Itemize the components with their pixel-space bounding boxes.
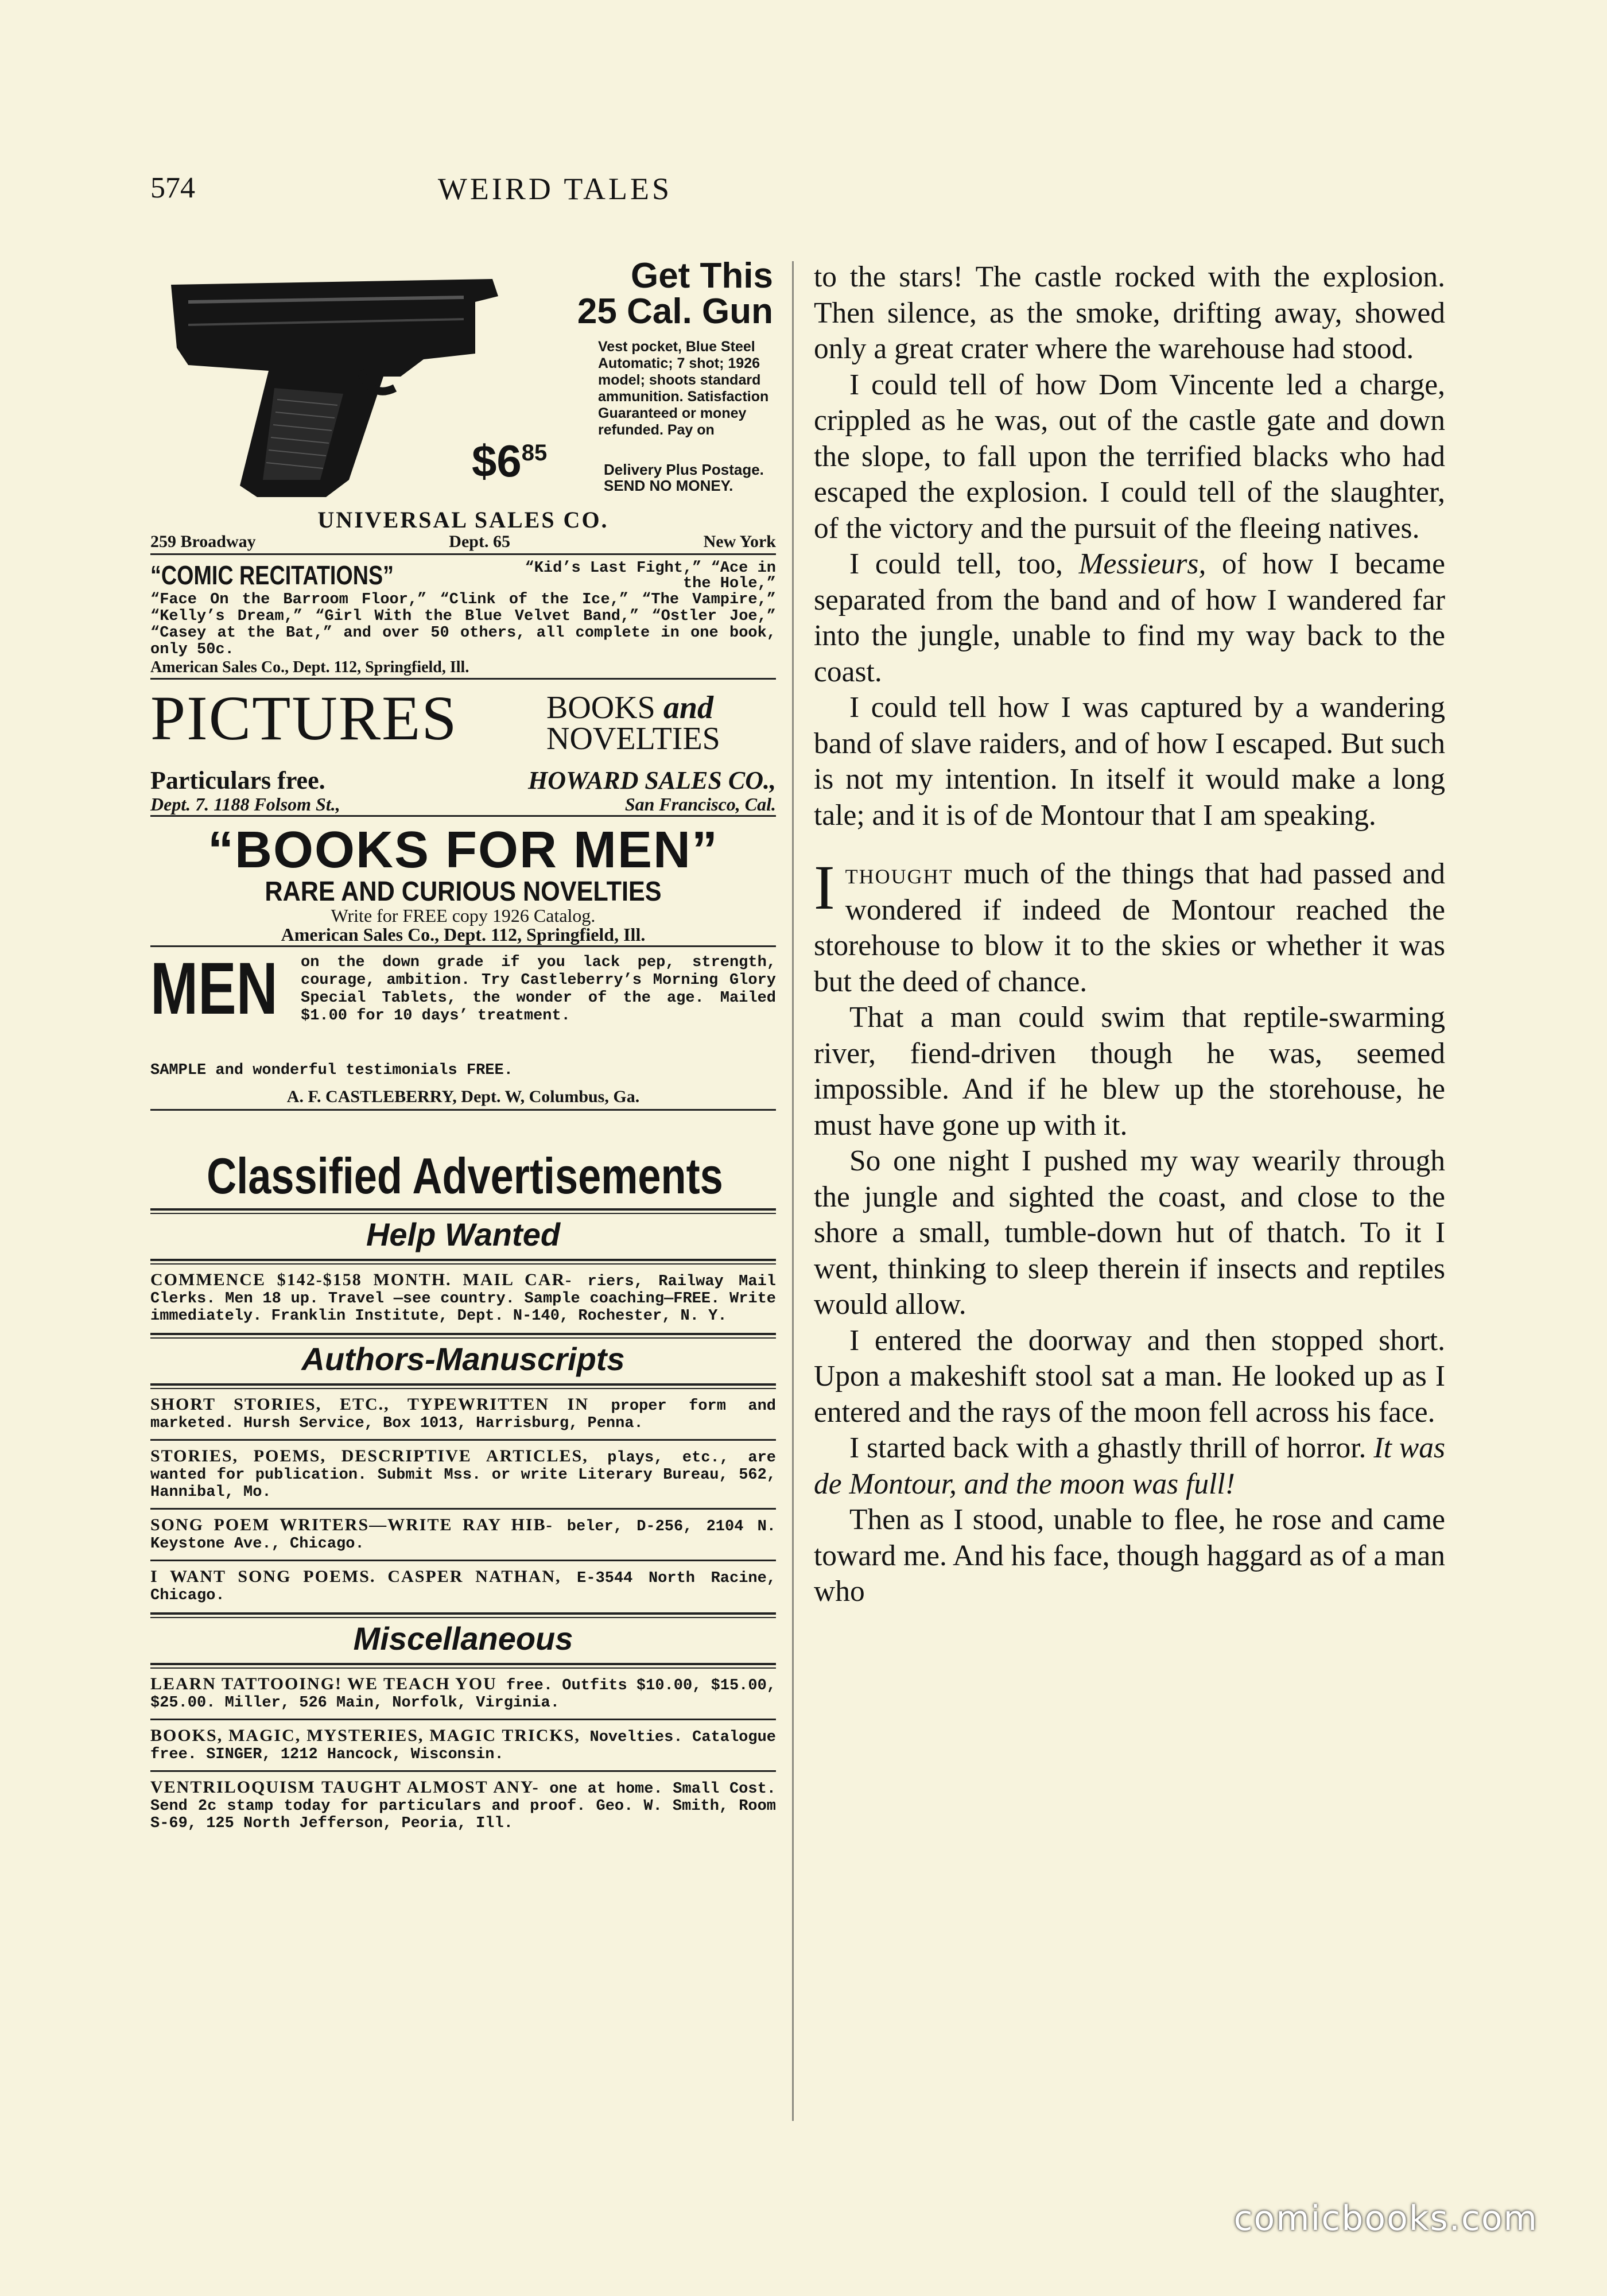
watermark: comicbooks.com bbox=[1233, 2198, 1538, 2239]
classified-ad bbox=[150, 1669, 776, 1716]
men-ad-sample: SAMPLE and wonderful testimonials FREE. bbox=[150, 1062, 513, 1079]
pictures-ad bbox=[150, 683, 776, 761]
pictures-ad-novelties: NOVELTIES bbox=[546, 721, 720, 757]
double-rule bbox=[150, 1663, 776, 1669]
double-rule bbox=[150, 1259, 776, 1265]
classified-ad-text: Novelties. Catalogue free. SINGER, 1212 Hancock, Wisconsin. bbox=[150, 1729, 776, 1763]
story-paragraph: to the stars! The castle rocked with the explosion. Then silence, as the smoke, drifting away, showed only a great crater where the warehouse had stood. bbox=[814, 261, 1445, 365]
classified-ad-text: free. Outfits $10.00, $15.00, $25.00. Miller, 526 Main, Norfolk, Virginia. bbox=[150, 1677, 776, 1712]
classified-ad-lead: VENTRILOQUISM TAUGHT ALMOST ANY- bbox=[150, 1778, 539, 1797]
company-address-row bbox=[150, 533, 776, 555]
gun-ad-price bbox=[472, 430, 548, 486]
story-text: of how I became separated from the band and of how I wandered far into the jungle, unable to find my way back to the coast. bbox=[814, 548, 1445, 688]
running-title: WEIRD TALES bbox=[437, 172, 673, 206]
classified-ad-text: one at home. Small Cost. Send 2c stamp today for particulars and proof. Geo. W. Smith, Room S-69, 125 North Jefferson, Peoria, Ill. bbox=[150, 1781, 776, 1832]
classified-ad-lead: STORIES, POEMS, DESCRIPTIVE ARTICLES, bbox=[150, 1446, 588, 1465]
classified-ad bbox=[150, 1389, 776, 1437]
story-emphasis: Messieurs, bbox=[1078, 548, 1206, 580]
comic-recitations-ad bbox=[150, 561, 776, 680]
classified-ad-lead: COMMENCE $142-$158 MONTH. MAIL CAR- bbox=[150, 1270, 573, 1289]
gun-ad-send-line: Delivery Plus Postage. SEND NO MONEY. bbox=[604, 461, 764, 494]
section-authors-manuscripts: Authors-Manuscripts bbox=[301, 1341, 625, 1377]
price-cents: 85 bbox=[521, 440, 548, 466]
comic-ad-aside: “Kid’s Last Fight,” “Ace in the Hole,” bbox=[525, 560, 776, 592]
gun-ad-title bbox=[518, 258, 773, 329]
howard-street: Dept. 7. 1188 Folsom St., bbox=[150, 794, 340, 815]
gun-ad-description: Vest pocket, Blue Steel Automatic; 7 shot; 1926 model; shoots standard ammunition. Satisfaction Guaranteed or money refunded. Pay on bbox=[598, 339, 769, 438]
comic-ad-body: “Face On the Barroom Floor,” “Clink of the Ice,” “The Vampire,” “Kelly’s Dream,” “Girl With the Blue Velvet Band,” “Ostler Joe,” “Casey at the Bat,” and over 50 others, all complete in one book, only 50c. bbox=[150, 591, 776, 658]
double-rule bbox=[150, 1383, 776, 1389]
pistol-illustration bbox=[154, 262, 510, 503]
story-emphasis: It was de Montour, and the moon was full! bbox=[814, 1432, 1446, 1500]
story-paragraph: I could tell of how Dom Vincente led a charge, crippled as he was, out of the castle gate and down the slope, to fall upon the terrified blacks who had escaped the explosion. I could tell of the slaughter, of the victory and the pursuit of the fleeing natives. bbox=[814, 368, 1445, 545]
classified-heading: Classified Advertisements bbox=[207, 1147, 723, 1204]
classified-ad-lead: SONG POEM WRITERS—WRITE RAY HIB- bbox=[150, 1515, 553, 1534]
howard-company: HOWARD SALES CO., bbox=[528, 766, 776, 794]
books-ad-title: “BOOKS FOR MEN” bbox=[207, 821, 719, 879]
comic-ad-top bbox=[150, 561, 776, 592]
classified-ad bbox=[150, 1441, 776, 1506]
drop-cap: I bbox=[814, 852, 835, 922]
men-ad-footer: A. F. CASTLEBERRY, Dept. W, Columbus, Ga. bbox=[150, 1087, 776, 1111]
howard-sales-address bbox=[150, 767, 776, 817]
story-paragraph bbox=[814, 546, 1445, 690]
howard-city: San Francisco, Cal. bbox=[624, 794, 776, 815]
running-header bbox=[150, 171, 960, 217]
men-ad-body: on the down grade if you lack pep, strength, courage, ambition. Try Castleberry’s Morning Glory Special Tablets, the wonder of the age. Mailed $1.00 for 10 days’ treatment. bbox=[301, 954, 776, 1025]
classified-ad-lead: I WANT SONG POEMS. CASPER NATHAN, bbox=[150, 1567, 561, 1586]
books-for-men-ad bbox=[150, 823, 776, 947]
story-text: I could tell, too, bbox=[849, 548, 1079, 580]
section-help-wanted: Help Wanted bbox=[366, 1216, 561, 1252]
pictures-ad-subtitle bbox=[546, 690, 776, 757]
howard-line1 bbox=[150, 767, 776, 794]
comic-ad-title: “COMIC RECITATIONS” bbox=[150, 560, 394, 590]
column-divider bbox=[792, 261, 794, 2121]
company-name: UNIVERSAL SALES CO. bbox=[317, 507, 609, 533]
story-paragraph bbox=[814, 852, 1445, 1000]
gun-ad bbox=[150, 258, 776, 505]
classified-ad-text: riers, Railway Mail Clerks. Men 18 up. Travel —see country. Sample coaching—FREE. Write immediately. Franklin Institute, Dept. N-140, Rochester, N. Y. bbox=[150, 1273, 776, 1325]
classified-ad-lead: SHORT STORIES, ETC., TYPEWRITTEN IN bbox=[150, 1395, 589, 1414]
classified-ad bbox=[150, 1720, 776, 1768]
story-paragraph: I entered the doorway and then stopped short. Upon a makeshift stool sat a man. He looked up as I entered and the rays of the moon fell across his face. bbox=[814, 1324, 1445, 1429]
classified-ad-lead: LEARN TATTOOING! WE TEACH YOU bbox=[150, 1674, 497, 1693]
men-ad bbox=[150, 948, 776, 1079]
pictures-ad-and: and bbox=[663, 690, 713, 726]
section-miscellaneous: Miscellaneous bbox=[353, 1620, 573, 1657]
ads-column bbox=[150, 258, 776, 2124]
gun-ad-title-line2: 25 Cal. Gun bbox=[577, 292, 773, 331]
company-street: 259 Broadway bbox=[150, 532, 256, 551]
small-caps-lead: thought bbox=[845, 858, 953, 890]
company-city: New York bbox=[703, 532, 776, 551]
books-ad-footer: American Sales Co., Dept. 112, Springfield, Ill. bbox=[150, 925, 776, 947]
books-ad-subtitle: RARE AND CURIOUS NOVELTIES bbox=[265, 876, 662, 907]
page-number: 574 bbox=[150, 172, 195, 204]
company-dept: Dept. 65 bbox=[449, 532, 510, 551]
classified-ad bbox=[150, 1510, 776, 1557]
comic-ad-footer: American Sales Co., Dept. 112, Springfield, Ill. bbox=[150, 658, 776, 680]
gun-ad-title-line1: Get This bbox=[630, 256, 773, 296]
pictures-ad-books: BOOKS bbox=[546, 690, 655, 726]
story-paragraph: So one night I pushed my way wearily through the jungle and sighted the coast, and close to the shore a small, tumble-down hut of thatch. To it I went, thinking to sleep therein if insects and reptiles would allow. bbox=[814, 1145, 1445, 1321]
men-ad-title: MEN bbox=[150, 948, 278, 1030]
story-text: much of the things that had passed and wondered if indeed de Montour reached the storehouse to blow it to the skies or whether it was but the deed of chance. bbox=[814, 858, 1445, 998]
double-rule bbox=[150, 1208, 776, 1214]
section-break bbox=[814, 833, 1445, 856]
classified-ad-lead: BOOKS, MAGIC, MYSTERIES, MAGIC TRICKS, bbox=[150, 1726, 580, 1745]
double-rule bbox=[150, 1612, 776, 1618]
story-paragraph: That a man could swim that reptile-swarming river, fiend-driven though he was, seemed impossible. And if he blew up the storehouse, he must have gone up with it. bbox=[814, 1001, 1445, 1142]
price-dollars: $6 bbox=[472, 436, 522, 486]
classified-ad-text: plays, etc., are wanted for publication. Submit Mss. or write Literary Bureau, 562, Hannibal, Mo. bbox=[150, 1449, 777, 1501]
particulars-free: Particulars free. bbox=[150, 766, 325, 794]
story-paragraph bbox=[814, 1430, 1445, 1502]
classified-ad-text: E-3544 North Racine, Chicago. bbox=[150, 1570, 777, 1604]
story-text: I started back with a ghastly thrill of horror. bbox=[849, 1432, 1374, 1464]
classified-ad bbox=[150, 1772, 776, 1837]
classified-ad-text: proper form and marketed. Hursh Service, Box 1013, Harrisburg, Penna. bbox=[150, 1398, 777, 1432]
books-ad-write: Write for FREE copy 1926 Catalog. bbox=[331, 905, 596, 926]
story-paragraph: I could tell how I was captured by a wandering band of slave raiders, and of how I escaped. But such is not my intention. In itself it would make a long tale; and it is of de Montour that I am speaking. bbox=[814, 691, 1445, 832]
classified-ad-text: beler, D-256, 2104 N. Keystone Ave., Chicago. bbox=[150, 1518, 776, 1553]
classified-ad bbox=[150, 1561, 776, 1609]
pictures-ad-title: PICTURES bbox=[150, 683, 458, 753]
story-column bbox=[814, 259, 1445, 1610]
story-paragraph: Then as I stood, unable to flee, he rose and came toward me. And his face, though haggard as of a man who bbox=[814, 1503, 1445, 1608]
double-rule bbox=[150, 1333, 776, 1339]
howard-line2 bbox=[150, 794, 776, 817]
classified-ad bbox=[150, 1265, 776, 1329]
universal-sales-address bbox=[150, 507, 776, 555]
